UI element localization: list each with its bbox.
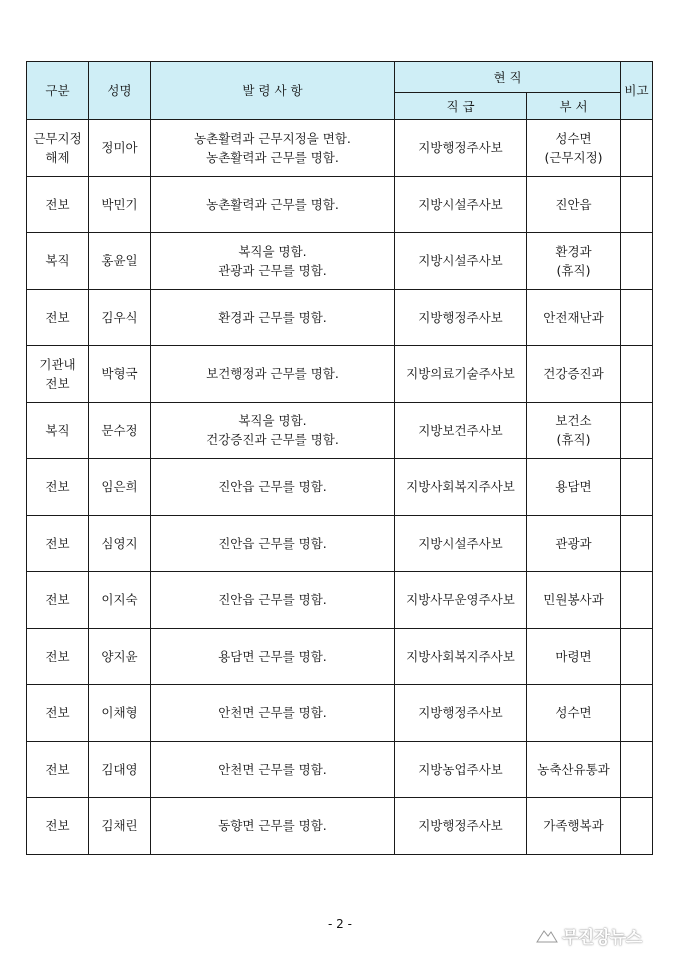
category-cell [27, 515, 89, 572]
header-order: 발 령 사 항 [151, 62, 395, 120]
table-row [27, 685, 653, 742]
order-cell-line: 동향면 근무를 명함. [218, 818, 327, 834]
category-cell-line: 전보 [45, 761, 70, 777]
category-cell-line: 복직 [45, 422, 70, 438]
header-category: 구분 [27, 62, 89, 120]
header-rank: 직 급 [395, 93, 527, 120]
category-cell-line: 해제 [45, 149, 70, 165]
name-cell: 박민기 [89, 176, 151, 233]
order-cell-line: 용담면 근무를 명함. [218, 648, 327, 664]
name-cell: 정미아 [89, 120, 151, 177]
dept-cell [527, 176, 621, 233]
order-cell-line: 복직을 명함. [238, 243, 307, 259]
dept-cell [527, 346, 621, 403]
category-cell [27, 459, 89, 516]
category-cell [27, 176, 89, 233]
order-cell [151, 741, 395, 798]
category-cell [27, 346, 89, 403]
rank-cell: 지방행정주사보 [395, 798, 527, 855]
dept-cell [527, 685, 621, 742]
dept-cell-line: 성수면 [555, 705, 592, 721]
name-cell: 심영지 [89, 515, 151, 572]
category-cell-line: 전보 [45, 196, 70, 212]
remark-cell [621, 346, 653, 403]
rank-cell: 지방시설주사보 [395, 176, 527, 233]
dept-cell-line: (근무지정) [544, 149, 603, 165]
table-row [27, 741, 653, 798]
order-cell-line: 농촌활력과 근무를 명함. [206, 196, 339, 212]
order-cell-line: 보건행정과 근무를 명함. [206, 366, 339, 382]
name-cell: 김대영 [89, 741, 151, 798]
name-cell: 이채형 [89, 685, 151, 742]
order-cell-line: 환경과 근무를 명함. [218, 309, 327, 325]
remark-cell [621, 798, 653, 855]
dept-cell [527, 459, 621, 516]
order-cell-line: 진안읍 근무를 명함. [218, 592, 327, 608]
table-row [27, 628, 653, 685]
dept-cell-line: 마령면 [555, 648, 592, 664]
dept-cell [527, 289, 621, 346]
name-cell: 양지윤 [89, 628, 151, 685]
rank-cell: 지방사회복지주사보 [395, 459, 527, 516]
rank-cell: 지방행정주사보 [395, 120, 527, 177]
dept-cell-line: 가족행복과 [543, 818, 604, 834]
category-cell [27, 685, 89, 742]
category-cell-line: 근무지정 [33, 130, 82, 146]
page-number: - 2 - [328, 917, 352, 931]
name-cell: 임은희 [89, 459, 151, 516]
remark-cell [621, 628, 653, 685]
order-cell-line: 농촌활력과 근무를 명함. [206, 149, 339, 165]
order-cell [151, 515, 395, 572]
order-cell-line: 관광과 근무를 명함. [218, 262, 327, 278]
dept-cell [527, 515, 621, 572]
rank-cell: 지방사회복지주사보 [395, 628, 527, 685]
table-row [27, 515, 653, 572]
name-cell: 박형국 [89, 346, 151, 403]
order-cell [151, 176, 395, 233]
watermark [536, 920, 672, 950]
category-cell-line: 전보 [45, 535, 70, 551]
order-cell [151, 233, 395, 290]
table-row [27, 346, 653, 403]
category-cell-line: 전보 [45, 818, 70, 834]
table-header [27, 62, 653, 120]
dept-cell [527, 402, 621, 459]
dept-cell-line: 민원봉사과 [543, 592, 604, 608]
table-row [27, 459, 653, 516]
remark-cell [621, 176, 653, 233]
dept-cell [527, 572, 621, 629]
category-cell-line: 복직 [45, 253, 70, 269]
dept-cell-line: 성수면 [555, 130, 592, 146]
name-cell: 김우식 [89, 289, 151, 346]
table-row [27, 402, 653, 459]
appointment-table [26, 61, 653, 855]
name-cell: 김채린 [89, 798, 151, 855]
category-cell-line: 전보 [45, 375, 70, 391]
order-cell [151, 798, 395, 855]
remark-cell [621, 741, 653, 798]
rank-cell: 지방행정주사보 [395, 685, 527, 742]
table-body [27, 120, 653, 855]
header-name: 성명 [89, 62, 151, 120]
table-row [27, 176, 653, 233]
category-cell [27, 741, 89, 798]
order-cell [151, 346, 395, 403]
name-cell: 홍윤일 [89, 233, 151, 290]
order-cell-line: 안천면 근무를 명함. [218, 761, 327, 777]
dept-cell-line: 농축산유통과 [537, 761, 610, 777]
dept-cell [527, 628, 621, 685]
category-cell-line: 기관내 [39, 356, 76, 372]
order-cell [151, 628, 395, 685]
category-cell-line: 전보 [45, 479, 70, 495]
category-cell [27, 572, 89, 629]
name-cell: 문수정 [89, 402, 151, 459]
category-cell [27, 628, 89, 685]
dept-cell [527, 233, 621, 290]
rank-cell: 지방농업주사보 [395, 741, 527, 798]
rank-cell: 지방시설주사보 [395, 515, 527, 572]
remark-cell [621, 120, 653, 177]
category-cell-line: 전보 [45, 309, 70, 325]
table-row [27, 572, 653, 629]
order-cell-line: 건강증진과 근무를 명함. [206, 432, 339, 448]
name-cell: 이지숙 [89, 572, 151, 629]
remark-cell [621, 233, 653, 290]
order-cell [151, 459, 395, 516]
category-cell-line: 전보 [45, 705, 70, 721]
remark-cell [621, 459, 653, 516]
category-cell [27, 233, 89, 290]
dept-cell-line: 보건소 [555, 413, 592, 429]
order-cell-line: 진안읍 근무를 명함. [218, 535, 327, 551]
order-cell [151, 289, 395, 346]
order-cell-line: 안천면 근무를 명함. [218, 705, 327, 721]
table-row [27, 120, 653, 177]
dept-cell [527, 798, 621, 855]
dept-cell-line: 안전재난과 [543, 309, 604, 325]
remark-cell [621, 289, 653, 346]
watermark-text: 무진장뉴스 [562, 927, 642, 948]
order-cell-line: 진안읍 근무를 명함. [218, 479, 327, 495]
rank-cell: 지방행정주사보 [395, 289, 527, 346]
mountain-logo-icon [536, 926, 558, 944]
order-cell [151, 402, 395, 459]
category-cell-line: 전보 [45, 592, 70, 608]
dept-cell-line: 관광과 [555, 535, 592, 551]
remark-cell [621, 515, 653, 572]
order-cell-line: 복직을 명함. [238, 413, 307, 429]
dept-cell [527, 741, 621, 798]
header-dept: 부 서 [527, 93, 621, 120]
header-remark: 비고 [621, 62, 653, 120]
order-cell [151, 685, 395, 742]
order-cell [151, 120, 395, 177]
order-cell-line: 농촌활력과 근무지정을 면함. [194, 130, 351, 146]
category-cell [27, 402, 89, 459]
rank-cell: 지방사무운영주사보 [395, 572, 527, 629]
remark-cell [621, 685, 653, 742]
category-cell-line: 전보 [45, 648, 70, 664]
table-row [27, 289, 653, 346]
dept-cell-line: (휴직) [556, 432, 591, 448]
dept-cell [527, 120, 621, 177]
dept-cell-line: 건강증진과 [543, 366, 604, 382]
order-cell [151, 572, 395, 629]
remark-cell [621, 572, 653, 629]
rank-cell: 지방의료기술주사보 [395, 346, 527, 403]
category-cell [27, 289, 89, 346]
dept-cell-line: 환경과 [555, 243, 592, 259]
remark-cell [621, 402, 653, 459]
dept-cell-line: 용담면 [555, 479, 592, 495]
table-row [27, 798, 653, 855]
rank-cell: 지방시설주사보 [395, 233, 527, 290]
dept-cell-line: 진안읍 [555, 196, 592, 212]
rank-cell: 지방보건주사보 [395, 402, 527, 459]
header-current: 현 직 [395, 62, 621, 93]
dept-cell-line: (휴직) [556, 262, 591, 278]
table-row [27, 233, 653, 290]
category-cell [27, 120, 89, 177]
category-cell [27, 798, 89, 855]
